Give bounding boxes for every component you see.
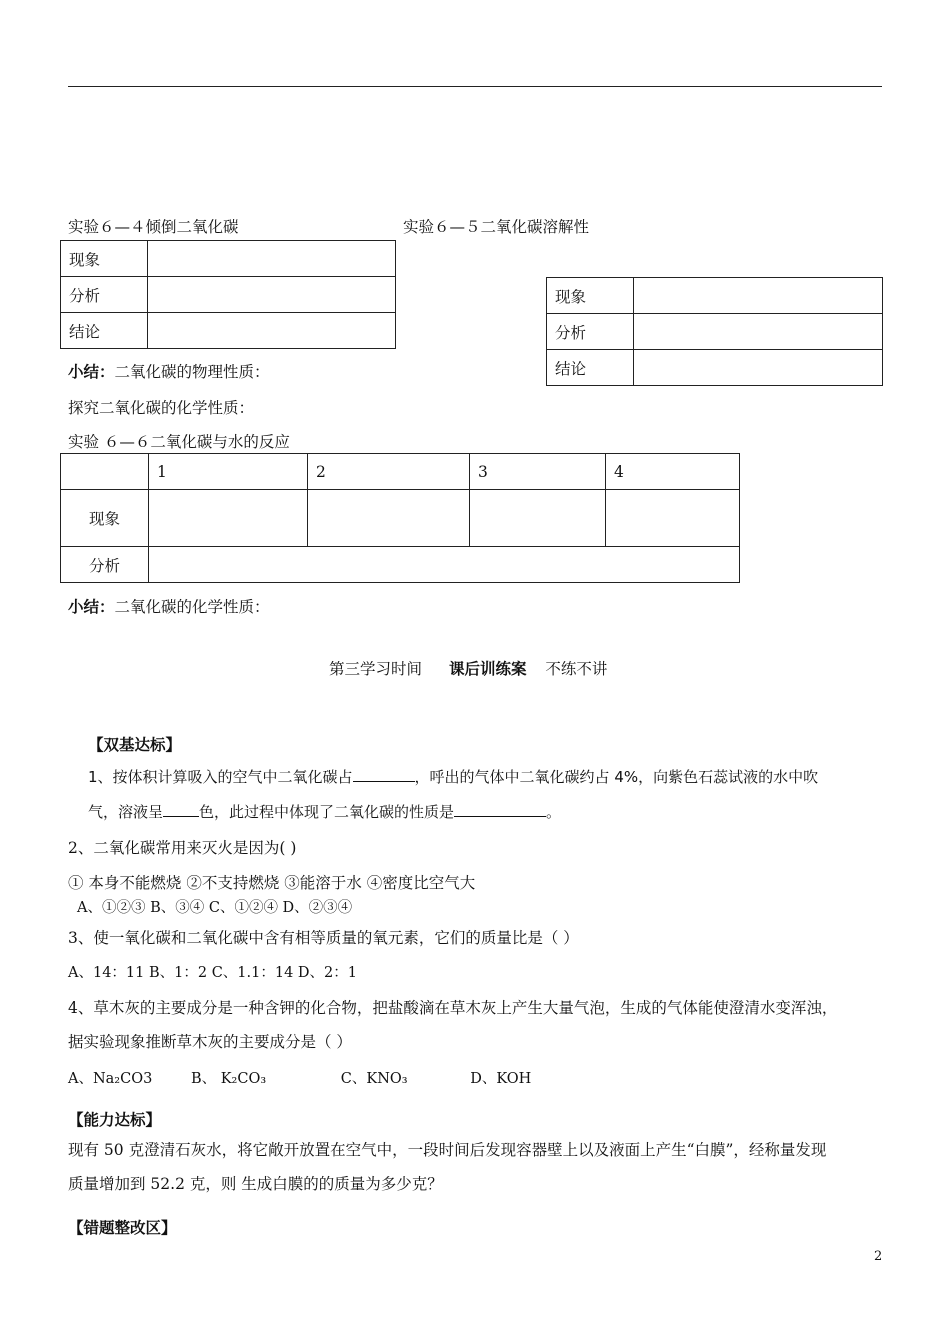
q1-text: ，呼出的气体中二氧化碳约占 4%，向紫色石蕊试液的水中吹 (414, 768, 819, 786)
answer-blank[interactable] (163, 802, 199, 817)
question-4-choices (68, 1067, 531, 1088)
exp66-header: 2 (308, 454, 470, 490)
q1-text: 色，此过程中体现了二氧化碳的性质是 (199, 803, 455, 821)
question-3: 3、使一氧化碳和二氧化碳中含有相等质量的氧元素，它们的质量比是（ ） (68, 929, 579, 947)
ability-text-line-2: 质量增加到 52.2 克，则 生成白膜的的质量为多少克？ (68, 1175, 443, 1193)
choice-d: D、KOH (470, 1071, 532, 1087)
exp65-cell[interactable] (634, 314, 883, 350)
exp66-title: 实验 ６—６二氧化碳与水的反应 (68, 433, 290, 451)
exp66-corner-cell (61, 454, 149, 490)
page-number: 2 (874, 1249, 883, 1264)
ability-title: 【能力达标】 (68, 1111, 162, 1129)
exp65-cell[interactable] (634, 278, 883, 314)
answer-blank[interactable] (454, 802, 546, 817)
question-1-line-2 (88, 801, 561, 822)
header-rule (68, 86, 882, 87)
section-header (329, 657, 607, 679)
ability-text-line-1: 现有 50 克澄清石灰水，将它敞开放置在空气中，一段时间后发现容器壁上以及液面上产生“白膜”，经称量发现 (68, 1141, 827, 1159)
exp65-row-label: 结论 (547, 350, 634, 386)
exp65-row-label: 分析 (547, 314, 634, 350)
q1-text: 。 (546, 803, 562, 821)
basic-title: 【双基达标】 (88, 736, 182, 754)
section-title: 课后训练案 (448, 660, 527, 678)
exp66-row-label: 现象 (61, 490, 149, 547)
question-2-options: ① 本身不能燃烧 ②不支持燃烧 ③能溶于水 ④密度比空气大 (68, 874, 476, 892)
exp64-cell[interactable] (148, 313, 396, 349)
exp64-row-label: 结论 (61, 313, 148, 349)
exp66-header: 3 (470, 454, 606, 490)
explore-chemical: 探究二氧化碳的化学性质： (68, 399, 255, 417)
answer-blank[interactable] (353, 767, 415, 782)
exp66-table (60, 453, 740, 583)
question-2: 2、二氧化碳常用来灭火是因为( ) (68, 839, 297, 857)
summary-text: 二氧化碳的化学性质： (114, 598, 270, 616)
exp64-title: 实验６—４倾倒二氧化碳 (68, 218, 239, 236)
summary-label: 小结： (68, 363, 115, 381)
exp65-title: 实验６—５二氧化碳溶解性 (403, 218, 590, 236)
exp64-cell[interactable] (148, 277, 396, 313)
exp66-cell[interactable] (308, 490, 470, 547)
exp66-header: 1 (149, 454, 308, 490)
choice-b: B、 K₂CO₃ (190, 1071, 267, 1087)
correction-title: 【错题整改区】 (68, 1219, 177, 1237)
question-4-line-2: 据实验现象推断草木灰的主要成分是（ ） (68, 1033, 352, 1051)
exp65-table (546, 277, 883, 386)
q1-text: 气，溶液呈 (88, 803, 164, 821)
question-3-choices: A、14：11 B、1：2 C、1.1：14 D、2：1 (68, 965, 357, 981)
exp66-row-label: 分析 (61, 547, 149, 583)
exp64-table (60, 240, 396, 349)
exp66-cell[interactable] (470, 490, 606, 547)
question-1-line-1 (88, 766, 818, 787)
question-2-choices: A、①②③ B、③④ C、①②④ D、②③④ (77, 900, 353, 916)
section-motto: 不练不讲 (545, 660, 608, 678)
exp64-row-label: 现象 (61, 241, 148, 277)
summary-text: 二氧化碳的物理性质： (114, 363, 270, 381)
exp64-cell[interactable] (148, 241, 396, 277)
exp65-cell[interactable] (634, 350, 883, 386)
summary-physical (68, 360, 270, 382)
summary-label: 小结： (68, 598, 115, 616)
exp65-row-label: 现象 (547, 278, 634, 314)
question-4-line-1: 4、草木灰的主要成分是一种含钾的化合物，把盐酸滴在草木灰上产生大量气泡，生成的气体能使澄清水变浑浊， (68, 999, 838, 1017)
exp66-cell[interactable] (606, 490, 740, 547)
section-time: 第三学习时间 (329, 660, 423, 678)
q1-text: 1、按体积计算吸入的空气中二氧化碳占 (88, 768, 353, 786)
choice-a: A、Na₂CO3 (68, 1071, 153, 1087)
exp66-cell[interactable] (149, 490, 308, 547)
exp66-cell[interactable] (149, 547, 740, 583)
exp66-header: 4 (606, 454, 740, 490)
summary-chemical (68, 595, 270, 617)
exp64-row-label: 分析 (61, 277, 148, 313)
choice-c: C、KNO₃ (340, 1071, 408, 1087)
